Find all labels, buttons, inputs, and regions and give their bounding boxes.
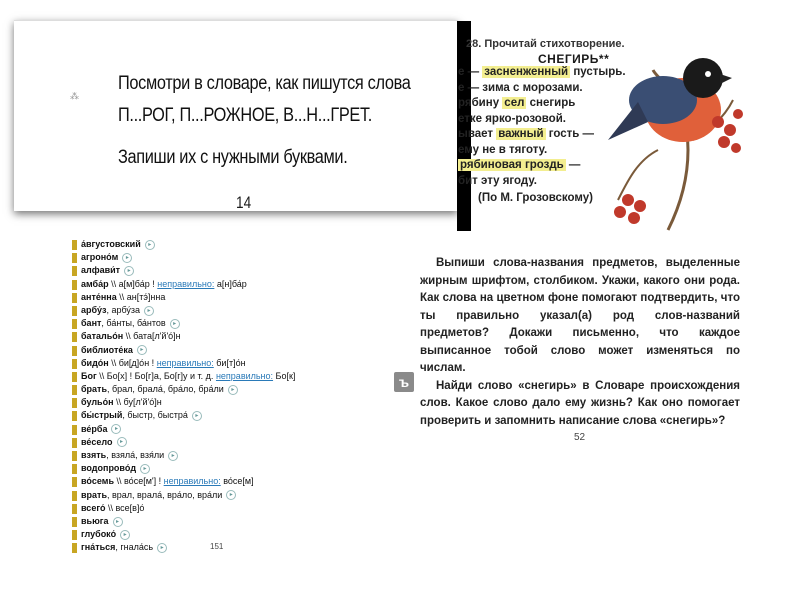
row-text <box>81 462 150 475</box>
entry-forms: , врал, врала́, вра́ло, вра́ли <box>106 489 223 500</box>
row-marker <box>72 530 77 540</box>
row-text <box>81 436 127 449</box>
headword: во́семь <box>81 476 114 487</box>
headword: ве́рба <box>81 423 108 434</box>
row-marker <box>72 411 77 421</box>
card-page-number: 14 <box>236 193 252 212</box>
poem-author: (По М. Грозовскому) <box>478 192 593 204</box>
incorrect-label[interactable]: неправильно: <box>215 370 274 381</box>
row-marker <box>72 266 77 276</box>
letter-hard-sign-icon[interactable]: ъ <box>394 372 414 392</box>
row-marker <box>72 543 77 553</box>
card-edge-bar <box>457 21 471 231</box>
dictionary-row <box>72 423 402 436</box>
row-marker <box>72 253 77 263</box>
row-marker <box>72 372 77 382</box>
headword: бант <box>81 318 102 329</box>
row-text <box>81 502 144 515</box>
audio-icon[interactable]: ▸ <box>226 490 236 500</box>
audio-icon[interactable]: ▸ <box>137 345 147 355</box>
incorrect-form: би[т]о́н <box>213 357 246 368</box>
headword: анте́нна <box>81 291 117 302</box>
dictionary-row <box>72 370 402 383</box>
entry-forms: , гнала́сь <box>115 542 154 553</box>
audio-icon[interactable]: ▸ <box>117 437 127 447</box>
incorrect-label[interactable]: неправильно: <box>156 357 214 368</box>
row-text <box>81 396 162 409</box>
poem-text: ему не в тяготу. <box>458 143 548 156</box>
dictionary-row <box>72 304 402 317</box>
exercise-card <box>14 20 458 211</box>
entry-forms: \\ во́се[м'] ! <box>114 476 162 487</box>
row-text <box>81 344 147 357</box>
audio-icon[interactable]: ▸ <box>192 411 202 421</box>
poem-line <box>458 175 537 187</box>
dictionary-row <box>72 475 402 488</box>
row-marker <box>72 491 77 501</box>
audio-icon[interactable]: ▸ <box>168 451 178 461</box>
poem-text: бит эту ягоду. <box>458 174 537 187</box>
headword: Бог <box>81 370 97 381</box>
row-text <box>81 370 295 383</box>
task-text <box>420 255 740 430</box>
row-text <box>81 541 167 554</box>
row-marker <box>72 332 77 342</box>
row-text <box>81 383 238 396</box>
audio-icon[interactable]: ▸ <box>170 319 180 329</box>
book-page-number: 52 <box>574 432 586 443</box>
dictionary-row <box>72 489 402 502</box>
row-marker <box>72 425 77 435</box>
row-marker <box>72 504 77 514</box>
headword: всего́ <box>81 502 106 513</box>
headword: брать <box>81 384 108 395</box>
poem-line <box>458 82 583 94</box>
poem-line <box>458 97 575 109</box>
entry-forms: \\ все[в]о́ <box>105 502 145 513</box>
row-marker <box>72 280 77 290</box>
entry-forms: \\ Бо[х] ! Бо[г]а, Бо[г]у и т. д. <box>96 370 214 381</box>
dictionary-row <box>72 278 402 291</box>
poem-text: рябину <box>458 97 503 109</box>
headword: ве́село <box>81 436 113 447</box>
poem-line <box>458 159 580 171</box>
poem-text: пустырь. <box>570 66 626 78</box>
audio-icon[interactable]: ▸ <box>228 385 238 395</box>
incorrect-label[interactable]: неправильно: <box>157 278 215 289</box>
entry-forms: \\ бу[л'й'о́]н <box>113 397 162 408</box>
poem-title: СНЕГИРЬ** <box>538 52 610 66</box>
poem-text: етке ярко-розовой. <box>458 112 566 125</box>
headword: водопрово́д <box>81 463 137 474</box>
row-text <box>81 489 236 502</box>
card-words-line: П...РОГ, П...РОЖНОЕ, В...Н...ГРЕТ. <box>118 105 372 126</box>
row-marker <box>72 346 77 356</box>
entry-forms: , брал, брала́, бра́ло, бра́ли <box>107 384 224 395</box>
entry-forms: \\ а[м]ба́р ! <box>108 278 155 289</box>
poem-text: — <box>565 159 581 171</box>
row-text <box>81 409 202 422</box>
headword: глубоко́ <box>81 529 117 540</box>
headword: батальо́н <box>81 331 124 342</box>
dictionary-row <box>72 502 402 515</box>
row-marker <box>72 306 77 316</box>
row-text <box>81 423 121 436</box>
entry-forms: \\ бата[л'й'о́]н <box>123 331 181 342</box>
row-marker <box>72 398 77 408</box>
incorrect-form: во́се[м] <box>220 476 254 487</box>
audio-icon[interactable]: ▸ <box>124 266 134 276</box>
row-text <box>81 278 247 291</box>
headword: бы́стрый <box>81 410 123 421</box>
row-text <box>81 449 178 462</box>
row-text <box>81 304 154 317</box>
dictionary-row <box>72 449 402 462</box>
poem-text: е — <box>458 66 483 78</box>
poem-text: ывает <box>458 128 497 140</box>
poem-text: снегирь <box>526 97 576 109</box>
row-text <box>81 528 130 541</box>
task-paragraph-2: Найди слово «снегирь» в Словаре происхождения слов. Какое слово дало ему жизнь? Как оно помогает проверить и запомнить написание слова «снегирь»? <box>420 379 740 427</box>
headword: агроно́м <box>81 252 119 263</box>
highlighted-word: важный <box>498 128 544 140</box>
entry-forms: , арбу́за <box>106 304 141 315</box>
row-marker <box>72 385 77 395</box>
incorrect-form: а[н]ба́р <box>214 278 247 289</box>
row-text <box>81 475 254 488</box>
dictionary-row <box>72 357 402 370</box>
highlighted-word: засненженный <box>484 66 569 78</box>
dictionary-row <box>72 515 402 528</box>
audio-icon[interactable]: ▸ <box>140 464 150 474</box>
row-marker <box>72 240 77 250</box>
row-text <box>81 357 246 370</box>
dictionary-row <box>72 528 402 541</box>
headword: врать <box>81 489 107 500</box>
headword: бидо́н <box>81 357 109 368</box>
dictionary-page-number: 151 <box>210 542 224 551</box>
row-text <box>81 238 155 251</box>
dictionary-row <box>72 436 402 449</box>
audio-icon[interactable]: ▸ <box>122 253 132 263</box>
row-marker <box>72 451 77 461</box>
headword: амба́р <box>81 278 109 289</box>
headword: арбу́з <box>81 304 107 315</box>
row-text <box>81 330 181 343</box>
dictionary-row <box>72 541 402 554</box>
poem-line <box>458 144 547 156</box>
row-marker <box>72 359 77 369</box>
poem-text: гость — <box>545 128 595 140</box>
headword: а́вгустовский <box>81 239 141 249</box>
bullfinch-illustration <box>598 30 748 240</box>
incorrect-form: Бо[к] <box>273 370 296 381</box>
headword: бульо́н <box>81 397 114 408</box>
dictionary-list <box>72 238 402 555</box>
dictionary-row <box>72 264 402 277</box>
task-paragraph-1: Выпиши слова-названия предметов, выделенные жирным шрифтом, столбиком. Укажи, какого они рода. Как слова на цветном фоне помогают подтвердить, что ты правильно указал(а) род слов-названий предметов? Докажи письменно, что каждое выписанное тобой слово может изменяться по числам. <box>420 257 740 374</box>
dictionary-row <box>72 238 402 251</box>
card-instruction-line3: Запиши их с нужными буквами. <box>118 147 348 168</box>
row-marker <box>72 293 77 303</box>
row-text <box>81 317 180 330</box>
entry-forms: , быстр, быстра́ <box>122 410 188 421</box>
entry-forms: \\ би[д]о́н ! <box>108 357 155 368</box>
row-text <box>81 291 165 304</box>
scan-speck: ⁂ <box>70 91 79 101</box>
headword: вьюга <box>81 515 109 526</box>
highlighted-word: рябиновая гроздь <box>460 159 564 171</box>
poem-line <box>458 113 566 125</box>
row-marker <box>72 517 77 527</box>
entry-forms: \\ ан[тэ́]нна <box>116 291 166 302</box>
headword: библиоте́ка <box>81 344 133 355</box>
incorrect-label[interactable]: неправильно: <box>163 476 221 487</box>
dictionary-row <box>72 330 402 343</box>
dictionary-row <box>72 291 402 304</box>
entry-forms: , взяла́, взя́ли <box>106 450 165 460</box>
row-marker <box>72 319 77 329</box>
audio-icon[interactable]: ▸ <box>145 240 155 250</box>
dictionary-row <box>72 396 402 409</box>
dictionary-row <box>72 462 402 475</box>
dictionary-row <box>72 251 402 264</box>
row-marker <box>72 438 77 448</box>
dictionary-row <box>72 383 402 396</box>
row-marker <box>72 464 77 474</box>
row-marker <box>72 477 77 487</box>
audio-icon[interactable]: ▸ <box>157 543 167 553</box>
row-text <box>81 264 134 277</box>
poem-text: е — зима с морозами. <box>458 81 583 94</box>
highlighted-word: сел <box>504 97 525 109</box>
poem-line <box>458 128 594 140</box>
audio-icon[interactable]: ▸ <box>120 530 130 540</box>
headword: гна́ться <box>81 542 116 553</box>
exercise-heading: 28. Прочитай стихотворение. <box>466 38 625 50</box>
row-text <box>81 515 123 528</box>
audio-icon[interactable]: ▸ <box>113 517 123 527</box>
entry-forms: , ба́нты, ба́нтов <box>101 318 166 329</box>
row-text <box>81 251 132 264</box>
audio-icon[interactable]: ▸ <box>111 424 121 434</box>
headword: алфави́т <box>81 265 121 276</box>
headword: взять <box>81 450 107 460</box>
audio-icon[interactable]: ▸ <box>144 306 154 316</box>
dictionary-row <box>72 344 402 357</box>
dictionary-row <box>72 409 402 422</box>
card-instruction-line1: Посмотри в словаре, как пишутся слова <box>118 73 411 94</box>
dictionary-row <box>72 317 402 330</box>
